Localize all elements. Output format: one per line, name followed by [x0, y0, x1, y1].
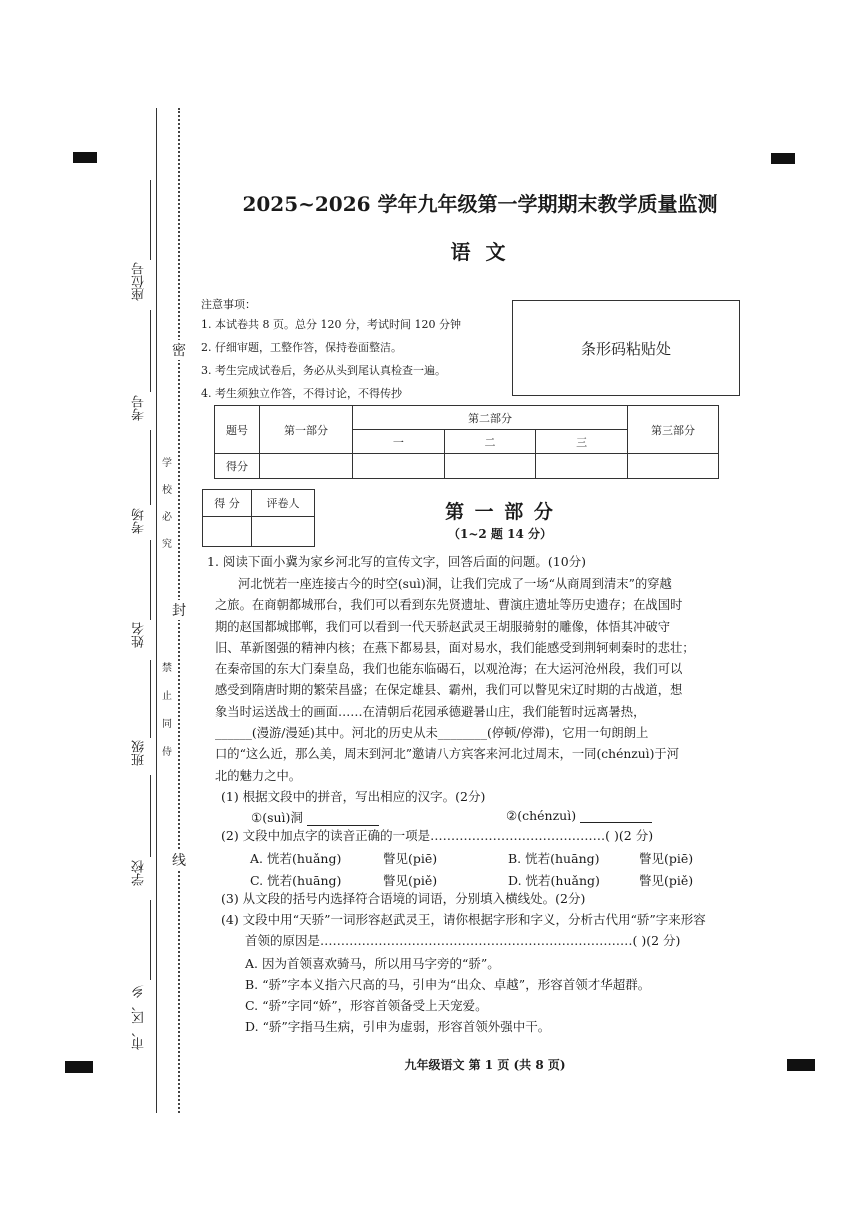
- passage: [215, 574, 695, 787]
- margin-label-district: 市、区、乡: [132, 985, 147, 1050]
- margin-label-school: 学校: [132, 860, 147, 886]
- option-word: 瞥见(piě): [639, 873, 694, 888]
- sub1-b-blank[interactable]: [580, 822, 652, 823]
- seat-field-line[interactable]: [150, 180, 151, 260]
- notice-item: 3. 考生完成试卷后，务必从头到尾认真检查一遍。: [201, 364, 446, 377]
- barcode-box: [512, 300, 740, 396]
- warning-char: 同: [162, 719, 172, 730]
- class-field-line[interactable]: [150, 660, 151, 738]
- notice-heading: 注意事项：: [201, 298, 256, 311]
- score-table-label-score: 得分: [215, 454, 260, 479]
- passage-line: 感受到隋唐时期的繁荣昌盛；在保定雄县、霸州，我们可以瞥见宋辽时期的古战道，想: [215, 683, 683, 698]
- warning-char: 学: [162, 458, 172, 469]
- subject-title: 语 文: [450, 240, 510, 264]
- registration-mark-bottom-left: [65, 1061, 93, 1073]
- score-cell[interactable]: [260, 454, 353, 479]
- page-footer: 九年级语文 第 1 页 (共 8 页): [404, 1058, 566, 1072]
- margin-solid-line: [156, 108, 157, 1113]
- registration-mark-top-right: [771, 153, 795, 164]
- sub4-option-b: B. “骄”字本义指六尺高的马，引申为“出众、卓越”，形容首领才华超群。: [245, 977, 651, 992]
- sub4-option-a: A. 因为首领喜欢骑马，所以用马字旁的“骄”。: [245, 956, 500, 971]
- sub1-a-label: ①(suì)洞: [251, 810, 303, 825]
- score-table-part1: 第一部分: [260, 406, 353, 454]
- margin-warning-2: [160, 655, 174, 767]
- passage-line: 口的“这么近，那么美，周末到河北”邀请八方宾客来河北过周末，一同(chénzuì)于河: [215, 747, 680, 762]
- score-table-part2-sub: 二: [444, 430, 536, 454]
- grader-table: [202, 489, 315, 547]
- notice-item: 2. 仔细审题，工整作答，保持卷面整洁。: [201, 341, 402, 354]
- notice-item: 4. 考生须独立作答，不得讨论，不得传抄: [201, 387, 402, 400]
- registration-mark-bottom-right: [787, 1059, 815, 1071]
- passage-line: 北的魅力之中。: [215, 768, 302, 783]
- binding-char-seal: 密: [172, 340, 186, 360]
- grader-name-label: 评卷人: [252, 490, 315, 517]
- grader-score-label: 得 分: [203, 490, 252, 517]
- sub-question-2: (2) 文段中加点字的读音正确的一项是……………………………………( )(2 分): [221, 828, 654, 843]
- section-title: 第 一 部 分: [445, 501, 555, 523]
- sub2-option-b: [508, 849, 694, 867]
- sub2-option-d: [508, 871, 694, 889]
- option-word: 瞥见(piē): [383, 851, 438, 866]
- score-cell[interactable]: [536, 454, 628, 479]
- option-word: 瞥见(piě): [383, 873, 438, 888]
- binding-char-line: 线: [172, 850, 186, 870]
- sub1-b-label: ②(chénzuì): [506, 808, 577, 823]
- binding-char-envelope: 封: [172, 600, 186, 620]
- score-table-label-question: 题号: [215, 406, 260, 454]
- score-table-part3: 第三部分: [628, 406, 719, 454]
- sub4-option-d: D. “骄”字指马生病，引申为虚弱，形容首领外强中干。: [245, 1019, 551, 1034]
- score-cell[interactable]: [353, 454, 445, 479]
- sub1-answer-a: [251, 808, 379, 826]
- warning-char: 止: [162, 691, 172, 702]
- sub-question-1: (1) 根据文段中的拼音，写出相应的汉字。(2分): [221, 789, 486, 804]
- grader-score-cell[interactable]: [203, 517, 252, 547]
- sub-question-3: (3) 从文段的括号内选择符合语境的词语，分别填入横线处。(2分): [221, 891, 586, 906]
- passage-line: 河北恍若一座连接古今的时空(suì)洞，让我们完成了一场“从商周到清末”的穿越: [238, 577, 672, 591]
- warning-char: 必: [162, 512, 172, 523]
- margin-label-exam-room: 考场: [132, 508, 147, 534]
- sub1-answer-b: [506, 808, 652, 823]
- sub2-option-a: [250, 849, 438, 867]
- margin-warning: [160, 450, 174, 558]
- passage-line: ______(漫游/漫延)其中。河北的历史从未________(停顿/停滞)，它用一句朗朗上: [215, 726, 649, 741]
- barcode-label: 条形码粘贴处: [580, 339, 671, 358]
- option-word: 瞥见(piē): [639, 851, 694, 866]
- exam-title: 2025~2026 学年九年级第一学期期末教学质量监测: [242, 192, 718, 216]
- margin-label-class: 班级: [132, 740, 147, 766]
- exam-room-field-line[interactable]: [150, 430, 151, 505]
- school-field-line[interactable]: [150, 775, 151, 857]
- option-word: A. 恍若(huǎng): [250, 851, 342, 866]
- option-word: D. 恍若(huǎng): [508, 873, 600, 888]
- warning-char: 侍: [162, 747, 172, 758]
- exam-number-field-line[interactable]: [150, 310, 151, 392]
- score-table: [214, 405, 719, 479]
- passage-line: 旧、革新图强的精神内核；在燕下都易县，面对易水，我们能感受到荆轲刺秦时的悲壮；: [215, 640, 695, 655]
- passage-line: 之旅。在商朝都城邢台，我们可以看到东先贤遗址、曹演庄遗址等历史遗存；在战国时: [215, 598, 683, 613]
- notice-item: 1. 本试卷共 8 页。总分 120 分，考试时间 120 分钟: [201, 318, 461, 331]
- warning-char: 究: [162, 539, 172, 550]
- score-table-part2: 第二部分: [353, 406, 628, 430]
- registration-mark-top-left: [73, 152, 97, 163]
- district-field-line[interactable]: [150, 900, 151, 980]
- sub-question-4-line1: (4) 文段中用“天骄”一词形容赵武灵王，请你根据字形和字义，分析古代用“骄”字来形容: [221, 912, 706, 927]
- grader-name-cell[interactable]: [252, 517, 315, 547]
- passage-line: 期的赵国都城邯郸，我们可以看到一代天骄赵武灵王胡服骑射的雕像，体悟其冲破守: [215, 619, 670, 634]
- sub-question-4-line2: 首领的原因是…………………………………………………………………( )(2 分): [245, 933, 681, 948]
- passage-line: 象当时运送战士的画面……在清朝后花园承德避暑山庄，我们能暂时远离暑热，: [215, 704, 646, 719]
- score-cell[interactable]: [444, 454, 536, 479]
- option-word: B. 恍若(huāng): [508, 851, 600, 866]
- margin-label-name: 姓名: [132, 622, 147, 648]
- notice-block: [201, 297, 461, 405]
- name-field-line[interactable]: [150, 540, 151, 620]
- sub4-option-c: C. “骄”字同“娇”，形容首领备受上天宠爱。: [245, 998, 488, 1013]
- margin-label-seat: 座位号: [132, 262, 147, 301]
- warning-char: 校: [162, 485, 172, 496]
- warning-char: 禁: [162, 663, 172, 674]
- option-word: C. 恍若(huāng): [250, 873, 342, 888]
- score-table-part2-sub: 三: [536, 430, 628, 454]
- sub2-option-c: [250, 871, 438, 889]
- passage-line: 在秦帝国的东大门秦皇岛，我们也能东临碣石，以观沧海；在大运河沧州段，我们可以: [215, 662, 683, 677]
- section-subtitle: （1~2 题 14 分）: [448, 527, 552, 541]
- question-stem: 1. 阅读下面小冀为家乡河北写的宣传文字，回答后面的问题。(10分): [207, 554, 587, 569]
- margin-label-exam-number: 考号: [132, 395, 147, 421]
- score-table-part2-sub: 一: [353, 430, 445, 454]
- score-cell[interactable]: [628, 454, 719, 479]
